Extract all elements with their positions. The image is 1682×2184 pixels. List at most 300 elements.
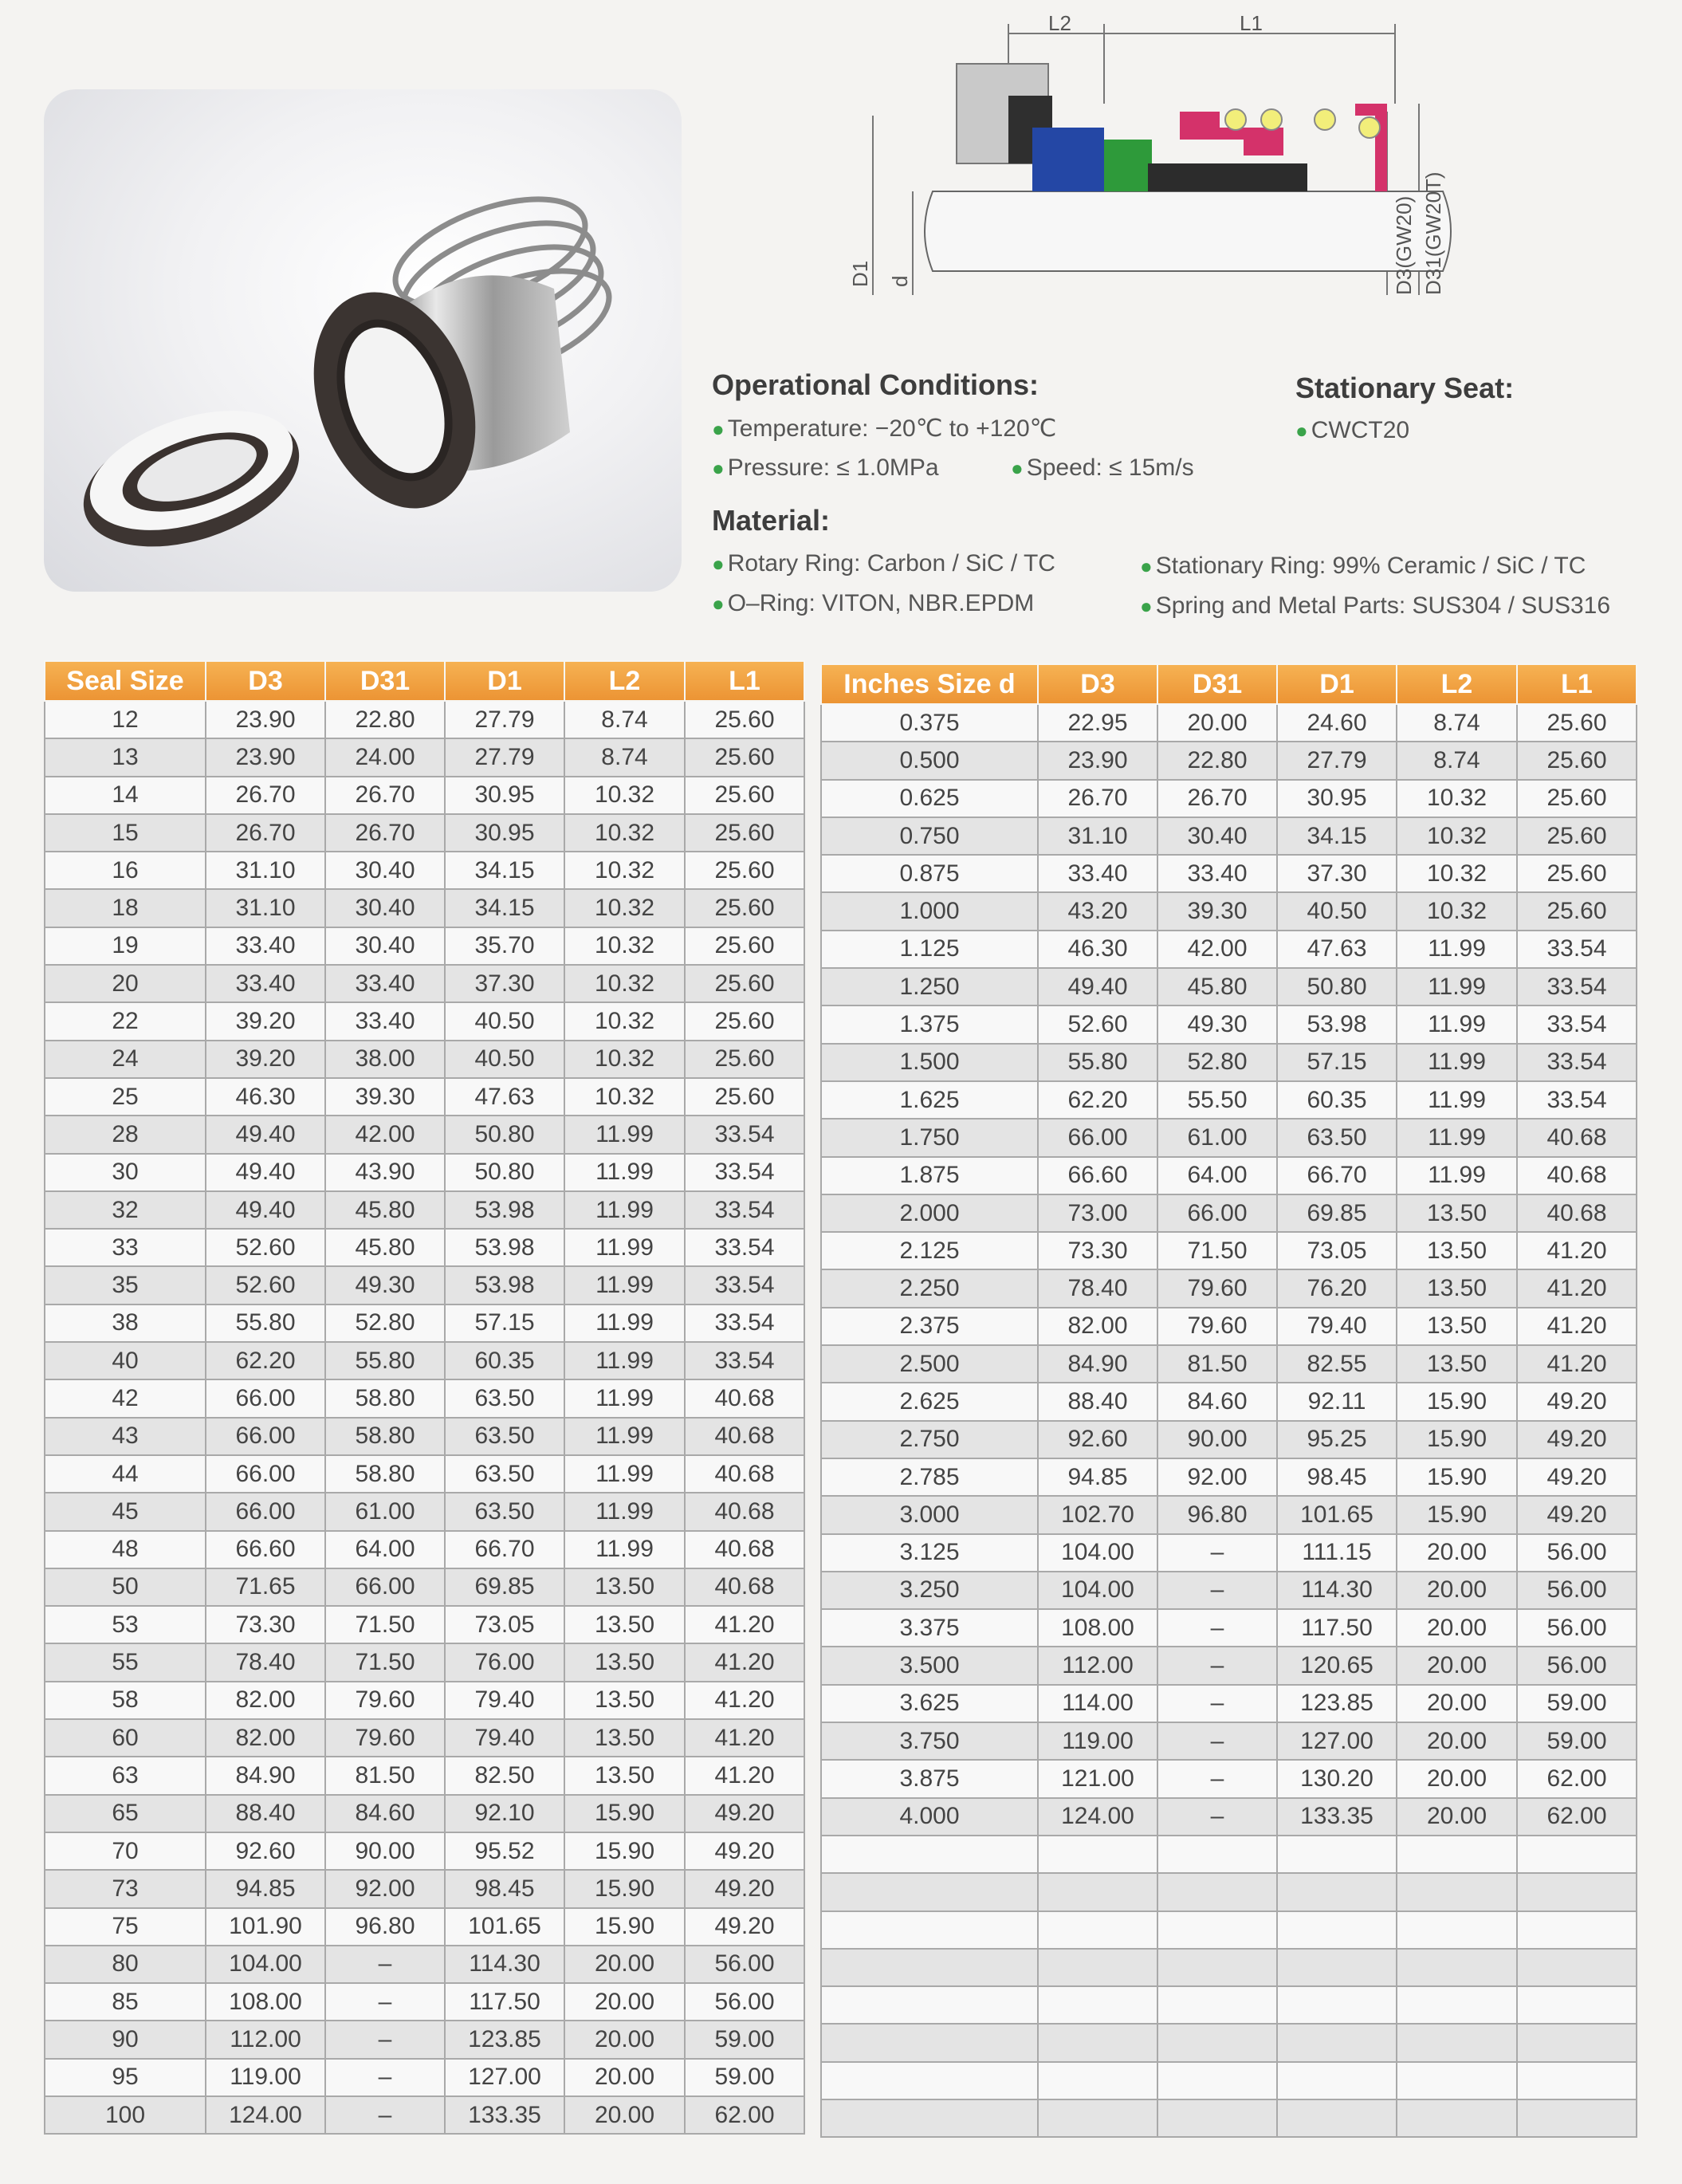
dim-label-l2: L2	[1048, 11, 1071, 35]
table-cell: 25.60	[685, 1002, 804, 1040]
table-row	[821, 2024, 1637, 2061]
table-cell	[1397, 2024, 1517, 2061]
table-cell: 15.90	[1397, 1496, 1517, 1533]
table-cell: 3.875	[821, 1760, 1038, 1797]
table-cell: 25.60	[685, 777, 804, 814]
table-cell: 79.60	[1157, 1308, 1277, 1345]
table-cell: 42.00	[1157, 931, 1277, 968]
table-row	[821, 2062, 1637, 2099]
table-cell: 84.90	[206, 1757, 325, 1794]
operational-conditions-heading: Operational Conditions:	[712, 368, 1039, 401]
column-header: D31	[1157, 664, 1277, 704]
table-cell: 84.60	[325, 1795, 445, 1832]
table-cell: 90	[45, 2021, 206, 2058]
table-cell: 2.785	[821, 1458, 1038, 1496]
table-cell: 66.00	[206, 1493, 325, 1530]
table-cell	[821, 1986, 1038, 2024]
table-cell: 11.99	[1397, 931, 1517, 968]
table-cell: 66.00	[206, 1379, 325, 1417]
table-cell: 3.250	[821, 1572, 1038, 1609]
table-cell: 11.99	[1397, 1081, 1517, 1119]
table-cell: 88.40	[206, 1795, 325, 1832]
table-cell: 11.99	[1397, 1005, 1517, 1043]
table-cell: 13.50	[564, 1568, 685, 1606]
table-row	[45, 1304, 804, 1342]
table-cell: 31.10	[1038, 817, 1157, 855]
table-cell: 42	[45, 1379, 206, 1417]
table-cell: 0.500	[821, 742, 1038, 779]
dim-label-d31: D31(GW20T)	[1421, 171, 1445, 295]
table-cell: 66.60	[206, 1531, 325, 1568]
table-cell: 41.20	[1517, 1345, 1637, 1383]
table-cell: 90.00	[1157, 1421, 1277, 1458]
table-row	[45, 2059, 804, 2096]
table-cell: 33.54	[685, 1154, 804, 1191]
table-cell: 49.20	[685, 1832, 804, 1870]
table-cell: 50.80	[445, 1116, 564, 1153]
table-cell: 30.40	[325, 927, 445, 965]
table-cell: 40.68	[1517, 1119, 1637, 1156]
table-cell: 15.90	[1397, 1458, 1517, 1496]
table-row	[821, 1647, 1637, 1684]
table-cell	[821, 2099, 1038, 2137]
table-cell: 19	[45, 927, 206, 965]
table-cell: 66.00	[206, 1418, 325, 1455]
table-cell: 25.60	[685, 927, 804, 965]
table-cell: 22	[45, 1002, 206, 1040]
table-cell: 64.00	[1157, 1157, 1277, 1194]
table-cell: 20.00	[1397, 1572, 1517, 1609]
table-cell: 47.63	[1277, 931, 1397, 968]
table-cell: –	[1157, 1798, 1277, 1836]
table-cell: 11.99	[564, 1455, 685, 1493]
table-cell: 82.00	[206, 1682, 325, 1719]
table-row	[45, 1531, 804, 1568]
table-row	[821, 1836, 1637, 1873]
table-row	[821, 1232, 1637, 1269]
table-cell: 53.98	[445, 1266, 564, 1304]
table-cell: 20	[45, 965, 206, 1002]
table-cell: 45.80	[325, 1191, 445, 1229]
table-cell: 58	[45, 1682, 206, 1719]
table-cell: 31.10	[206, 852, 325, 889]
table-cell: 56.00	[1517, 1572, 1637, 1609]
table-cell: 13.50	[1397, 1308, 1517, 1345]
table-cell: 10.32	[564, 965, 685, 1002]
table-cell: 43.20	[1038, 892, 1157, 930]
table-row	[821, 1760, 1637, 1797]
table-row	[821, 1194, 1637, 1232]
table-cell: 101.65	[445, 1908, 564, 1946]
table-row	[45, 1719, 804, 1757]
mechanical-seal-image	[44, 89, 682, 592]
table-cell: 1.250	[821, 968, 1038, 1005]
table-cell: 104.00	[1038, 1572, 1157, 1609]
table-cell: 25.60	[1517, 704, 1637, 742]
table-cell: 26.70	[1038, 780, 1157, 817]
table-cell: 10.32	[564, 889, 685, 927]
table-cell: 30.40	[1157, 817, 1277, 855]
table-cell	[1397, 1949, 1517, 1986]
table-cell: 3.000	[821, 1496, 1038, 1533]
table-cell: 82.00	[206, 1719, 325, 1757]
material-heading: Material:	[712, 504, 831, 537]
table-cell: 64.00	[325, 1531, 445, 1568]
table-cell: 102.70	[1038, 1496, 1157, 1533]
table-cell: 33.54	[685, 1266, 804, 1304]
table-cell: 62.00	[1517, 1798, 1637, 1836]
table-cell: 92.00	[1157, 1458, 1277, 1496]
table-cell: 25.60	[1517, 855, 1637, 892]
table-cell: 58.80	[325, 1455, 445, 1493]
table-cell: 98.45	[1277, 1458, 1397, 1496]
table-cell: 13.50	[1397, 1269, 1517, 1307]
table-cell: 23.90	[1038, 742, 1157, 779]
table-cell: 114.30	[1277, 1572, 1397, 1609]
table-row	[821, 1421, 1637, 1458]
table-cell: 52.60	[1038, 1005, 1157, 1043]
table-cell: 63.50	[445, 1455, 564, 1493]
table-cell	[821, 2062, 1038, 2099]
table-cell: 22.95	[1038, 704, 1157, 742]
table-cell: 10.32	[564, 1078, 685, 1116]
table-cell: 41.20	[685, 1682, 804, 1719]
table-cell: 57.15	[445, 1304, 564, 1342]
table-cell: 133.35	[445, 2096, 564, 2134]
table-cell: 114.00	[1038, 1685, 1157, 1722]
table-cell: 3.750	[821, 1722, 1038, 1760]
table-cell: 26.70	[1157, 780, 1277, 817]
table-cell: 12	[45, 701, 206, 738]
table-cell: 62.20	[206, 1342, 325, 1379]
table-cell: –	[325, 2021, 445, 2058]
table-cell: 4.000	[821, 1798, 1038, 1836]
table-cell: 20.00	[1397, 1534, 1517, 1572]
pressure-item: ● Pressure: ≤ 1.0MPa	[712, 455, 939, 481]
table-row	[45, 1493, 804, 1530]
table-cell: 111.15	[1277, 1534, 1397, 1572]
column-header: D1	[1277, 664, 1397, 704]
table-cell: 130.20	[1277, 1760, 1397, 1797]
table-cell: 40.68	[685, 1379, 804, 1417]
table-row	[45, 1342, 804, 1379]
table-cell: 33.40	[325, 1002, 445, 1040]
table-cell: 10.32	[1397, 780, 1517, 817]
table-cell: 56.00	[1517, 1647, 1637, 1684]
table-cell: 55.80	[325, 1342, 445, 1379]
table-cell: 25.60	[1517, 892, 1637, 930]
table-cell: 40.68	[1517, 1157, 1637, 1194]
table-row	[821, 1534, 1637, 1572]
table-cell: 53	[45, 1606, 206, 1643]
table-cell: 20.00	[564, 2096, 685, 2134]
table-cell: 108.00	[1038, 1609, 1157, 1647]
column-header: L1	[685, 661, 804, 701]
table-cell: 33.40	[206, 927, 325, 965]
table-row	[821, 892, 1637, 930]
table-cell	[1277, 1911, 1397, 1949]
table-cell: 25.60	[685, 965, 804, 1002]
table-cell: 34.15	[1277, 817, 1397, 855]
table-cell	[1517, 1873, 1637, 1911]
table-row	[45, 2021, 804, 2058]
table-cell: 35	[45, 1266, 206, 1304]
table-cell: 10.32	[564, 777, 685, 814]
table-row	[45, 701, 804, 738]
table-cell: 20.00	[564, 1983, 685, 2021]
table-cell: 25.60	[1517, 780, 1637, 817]
bullet-icon: ●	[712, 592, 725, 616]
table-cell: 1.125	[821, 931, 1038, 968]
product-photo	[44, 89, 682, 592]
table-cell: 84.90	[1038, 1345, 1157, 1383]
table-cell: 66.00	[325, 1568, 445, 1606]
table-cell: 11.99	[564, 1342, 685, 1379]
table-cell: 2.000	[821, 1194, 1038, 1232]
table-cell: 30.95	[445, 814, 564, 852]
table-cell	[821, 1911, 1038, 1949]
table-row	[821, 2099, 1637, 2137]
table-cell	[1277, 2062, 1397, 2099]
table-cell: 81.50	[1157, 1345, 1277, 1383]
table-cell: 123.85	[445, 2021, 564, 2058]
table-cell: 24.60	[1277, 704, 1397, 742]
table-cell: 56.00	[1517, 1534, 1637, 1572]
table-cell: 3.375	[821, 1609, 1038, 1647]
table-cell: 49.20	[1517, 1421, 1637, 1458]
table-cell: 112.00	[1038, 1647, 1157, 1684]
table-cell: 33.54	[1517, 968, 1637, 1005]
table-cell: –	[1157, 1647, 1277, 1684]
rotary-ring-item: ● Rotary Ring: Carbon / SiC / TC	[712, 550, 1055, 576]
stationary-seat-heading: Stationary Seat:	[1295, 372, 1515, 404]
table-cell: 73.30	[1038, 1232, 1157, 1269]
table-cell	[1038, 1949, 1157, 1986]
table-cell: 13.50	[564, 1643, 685, 1681]
table-cell: 38	[45, 1304, 206, 1342]
table-cell: 59.00	[685, 2059, 804, 2096]
column-header: D3	[206, 661, 325, 701]
table-row	[45, 738, 804, 776]
table-cell: 41.20	[1517, 1232, 1637, 1269]
table-row	[821, 1722, 1637, 1760]
table-cell: 104.00	[206, 1946, 325, 1983]
table-cell: 39.30	[325, 1078, 445, 1116]
table-cell: 2.500	[821, 1345, 1038, 1383]
table-cell: 20.00	[564, 2021, 685, 2058]
table-cell: 57.15	[1277, 1044, 1397, 1081]
table-cell: 78.40	[206, 1643, 325, 1681]
table-cell: 1.000	[821, 892, 1038, 930]
table-cell: 8.74	[1397, 704, 1517, 742]
table-row	[45, 1795, 804, 1832]
table-cell: –	[1157, 1685, 1277, 1722]
table-row	[821, 1308, 1637, 1345]
table-cell: 0.750	[821, 817, 1038, 855]
table-cell: 58.80	[325, 1418, 445, 1455]
table-cell: 1.500	[821, 1044, 1038, 1081]
table-cell	[1157, 2099, 1277, 2137]
table-cell: 55	[45, 1643, 206, 1681]
table-cell: 52.60	[206, 1266, 325, 1304]
dim-label-l1: L1	[1240, 11, 1263, 35]
table-row	[821, 855, 1637, 892]
table-cell: 49.40	[206, 1116, 325, 1153]
table-cell: 33.54	[685, 1191, 804, 1229]
table-cell: 25.60	[1517, 742, 1637, 779]
table-cell: 25.60	[685, 852, 804, 889]
table-cell: 60.35	[445, 1342, 564, 1379]
table-cell: 15.90	[564, 1908, 685, 1946]
table-row	[45, 1154, 804, 1191]
table-cell: 48	[45, 1531, 206, 1568]
table-cell: 121.00	[1038, 1760, 1157, 1797]
table-row	[821, 1269, 1637, 1307]
table-cell	[1157, 1949, 1277, 1986]
table-cell: 70	[45, 1832, 206, 1870]
table-cell: 79.40	[1277, 1308, 1397, 1345]
table-cell: 45.80	[1157, 968, 1277, 1005]
table-cell	[1517, 2062, 1637, 2099]
table-cell: 20.00	[1157, 704, 1277, 742]
table-cell: 55.50	[1157, 1081, 1277, 1119]
table-cell: 41.20	[1517, 1269, 1637, 1307]
table-cell: 37.30	[445, 965, 564, 1002]
table-cell: 63.50	[445, 1379, 564, 1417]
table-cell: 40.68	[1517, 1194, 1637, 1232]
table-cell: 40.50	[445, 1002, 564, 1040]
table-cell: 49.20	[1517, 1383, 1637, 1420]
table-cell: 40.68	[685, 1455, 804, 1493]
table-cell: 23.90	[206, 738, 325, 776]
column-header: D3	[1038, 664, 1157, 704]
table-cell: 61.00	[325, 1493, 445, 1530]
table-cell: 3.500	[821, 1647, 1038, 1684]
table-cell: 20.00	[1397, 1609, 1517, 1647]
table-cell	[821, 1949, 1038, 1986]
table-cell: 30.95	[445, 777, 564, 814]
table-cell: 44	[45, 1455, 206, 1493]
table-cell: 49.20	[685, 1908, 804, 1946]
table-cell: 33.54	[685, 1342, 804, 1379]
table-cell	[1157, 1986, 1277, 2024]
table-cell: 33.40	[1038, 855, 1157, 892]
table-cell: 25.60	[685, 814, 804, 852]
table-cell: 40.68	[685, 1531, 804, 1568]
table-cell: 30.95	[1277, 780, 1397, 817]
table-cell: 25.60	[685, 738, 804, 776]
table-cell: –	[1157, 1572, 1277, 1609]
table-cell: 11.99	[564, 1418, 685, 1455]
table-row	[45, 1908, 804, 1946]
table-cell: 63.50	[445, 1493, 564, 1530]
table-cell: 18	[45, 889, 206, 927]
table-row	[45, 1568, 804, 1606]
table-cell: 53.98	[445, 1229, 564, 1266]
table-row	[821, 1081, 1637, 1119]
table-cell: 8.74	[1397, 742, 1517, 779]
table-header-row	[821, 664, 1637, 704]
table-cell: 71.50	[325, 1643, 445, 1681]
table-cell: 41.20	[685, 1757, 804, 1794]
dim-label-d1: D1	[848, 260, 872, 287]
table-cell	[1277, 1836, 1397, 1873]
table-cell	[1397, 2099, 1517, 2137]
table-cell: 79.60	[325, 1719, 445, 1757]
bullet-icon: ●	[712, 417, 725, 441]
table-cell: 58.80	[325, 1379, 445, 1417]
stationary-ring-item: ● Stationary Ring: 99% Ceramic / SiC / TC	[1140, 553, 1586, 579]
table-cell: 25.60	[1517, 817, 1637, 855]
table-cell: 33.54	[1517, 931, 1637, 968]
table-cell: 26.70	[206, 777, 325, 814]
table-cell: 79.60	[1157, 1269, 1277, 1307]
table-cell: 127.00	[445, 2059, 564, 2096]
table-cell: 117.50	[1277, 1609, 1397, 1647]
table-row	[821, 1873, 1637, 1911]
table-cell: 55.80	[1038, 1044, 1157, 1081]
table-cell: 11.99	[564, 1229, 685, 1266]
table-cell: 73.05	[445, 1606, 564, 1643]
table-cell: 117.50	[445, 1983, 564, 2021]
table-cell: 20.00	[564, 1946, 685, 1983]
table-row	[821, 704, 1637, 742]
table-row	[821, 1685, 1637, 1722]
bullet-icon: ●	[1140, 554, 1153, 578]
table-cell: 14	[45, 777, 206, 814]
table-row	[821, 968, 1637, 1005]
table-cell	[1517, 1836, 1637, 1873]
table-cell: 23.90	[206, 701, 325, 738]
table-cell	[1157, 1836, 1277, 1873]
column-header: L2	[1397, 664, 1517, 704]
table-row	[821, 1949, 1637, 1986]
table-row	[45, 1832, 804, 1870]
table-cell: 127.00	[1277, 1722, 1397, 1760]
table-cell: 28	[45, 1116, 206, 1153]
table-cell: 13.50	[1397, 1194, 1517, 1232]
table-row	[45, 1191, 804, 1229]
table-cell	[1277, 2099, 1397, 2137]
table-cell: 13.50	[564, 1719, 685, 1757]
table-cell: 39.20	[206, 1002, 325, 1040]
table-cell: –	[325, 1983, 445, 2021]
table-cell: 2.250	[821, 1269, 1038, 1307]
table-cell: 40.68	[685, 1568, 804, 1606]
table-cell: 33.54	[1517, 1081, 1637, 1119]
table-cell: 66.70	[445, 1531, 564, 1568]
table-cell: 11.99	[1397, 1119, 1517, 1156]
table-row	[821, 1044, 1637, 1081]
table-cell: 96.80	[1157, 1496, 1277, 1533]
table-cell: 40.68	[685, 1418, 804, 1455]
table-cell: 2.375	[821, 1308, 1038, 1345]
table-cell: 10.32	[1397, 892, 1517, 930]
table-cell: 1.625	[821, 1081, 1038, 1119]
table-cell: 53.98	[445, 1191, 564, 1229]
table-cell: 27.79	[445, 738, 564, 776]
table-cell: 22.80	[325, 701, 445, 738]
table-cell: 25.60	[685, 701, 804, 738]
table-cell	[1157, 1873, 1277, 1911]
table-cell: 10.32	[1397, 817, 1517, 855]
table-cell: 1.375	[821, 1005, 1038, 1043]
table-cell: 33	[45, 1229, 206, 1266]
table-cell: 94.85	[1038, 1458, 1157, 1496]
table-cell: 33.54	[685, 1304, 804, 1342]
table-cell: 38.00	[325, 1041, 445, 1078]
column-header: L2	[564, 661, 685, 701]
